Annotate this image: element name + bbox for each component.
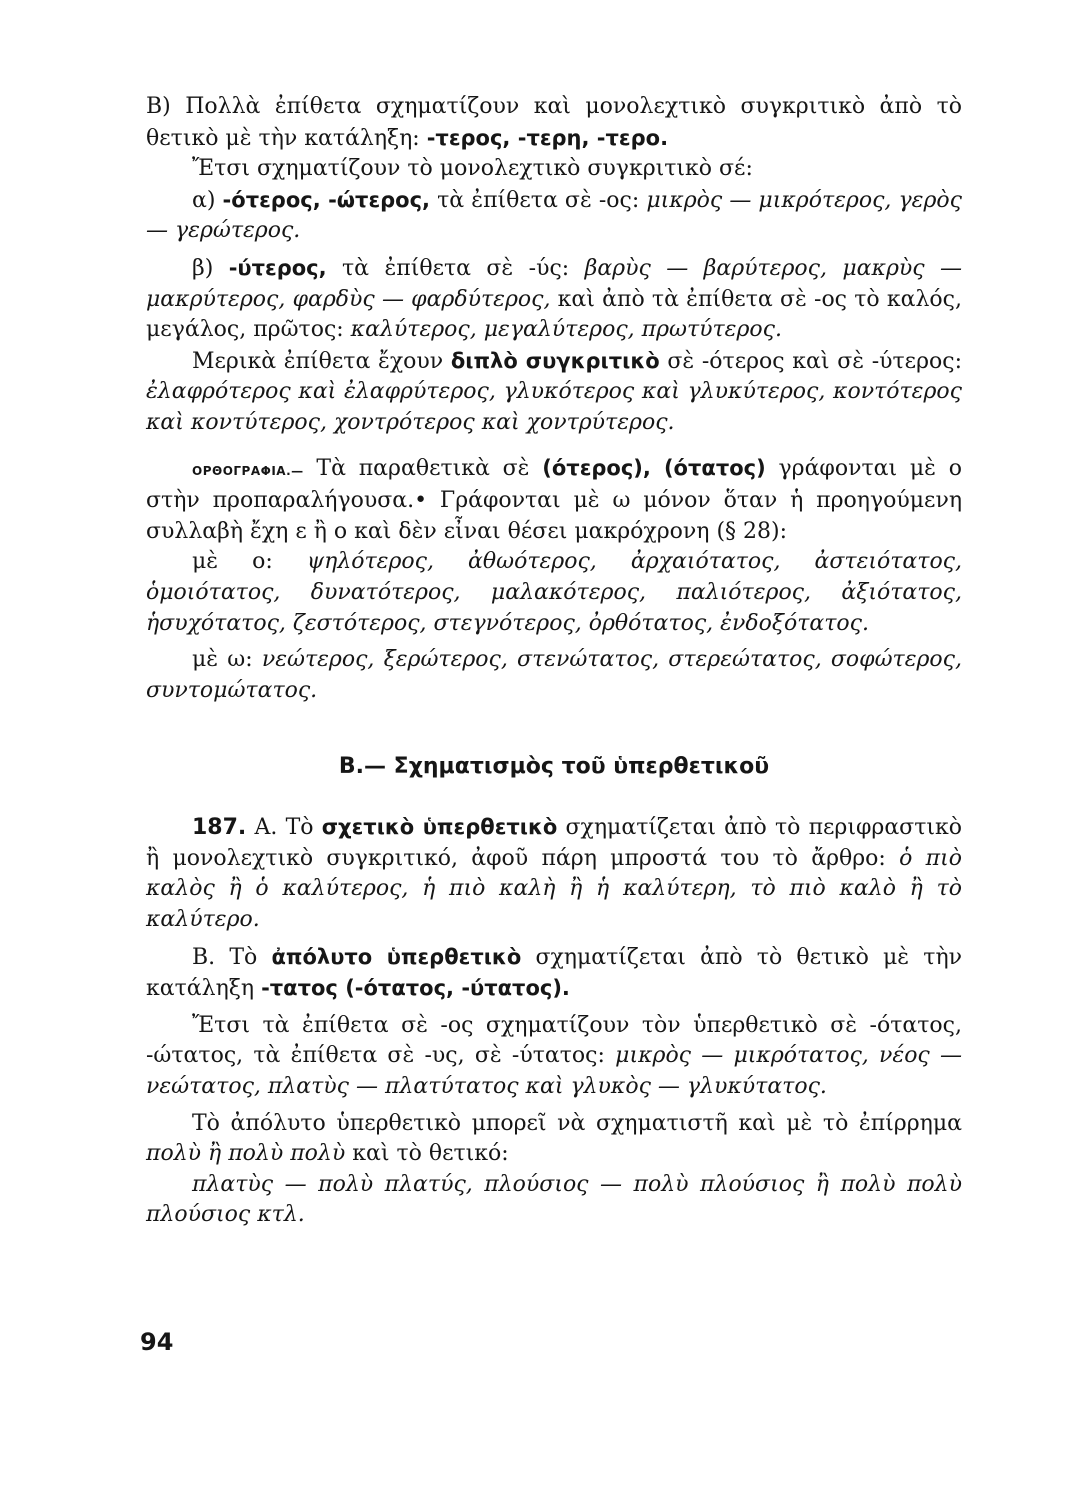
alpha-endings: -ότερος, -ώτερος, [222,187,431,212]
alpha-text: τὰ ἐπίθετα σὲ -ος: [430,187,647,213]
absolute-text-2: σχηματίζεται ἀπὸ τὸ θετικὸ μὲ τὴν κατάληξη [146,944,963,1002]
polu-text-2: καὶ τὸ θετικό: [345,1141,509,1167]
page-number: 94 [140,1328,174,1356]
alpha-label: α) [192,187,223,213]
beta-endings: -ύτερος, [228,255,327,280]
polu-text: Τὸ ἀπόλυτο ὑπερθετικὸ μπορεῖ νὰ σχηματιστῆ καὶ μὲ τὸ ἐπίρρημα [192,1110,962,1136]
absolute-bold: ἀπόλυτο ὑπερθετικὸ [271,944,522,969]
with-omega-label: μὲ ω: [192,647,262,673]
endings-bold: -τερος, -τερη, -τερο. [426,125,669,150]
paragraph-187 [146,812,962,935]
orthography-text: Τὰ παραθετικὰ σὲ [303,455,543,481]
orthography-label: ΟΡΘΟΓΡΑΦΙΑ.— [192,463,304,478]
paragraph-double-comparative [146,346,962,439]
polu-examples: πολὺ ἢ πολὺ πολὺ [146,1141,346,1167]
paragraph-with-o [146,547,962,639]
beta-examples-2: καλύτερος, μεγαλύτερος, πρωτύτερος. [350,317,782,343]
beta-text: τὰ ἐπίθετα σὲ -ύς: [326,255,585,281]
beta-text-2: καὶ ἀπὸ τὰ ἐπίθετα σὲ -ος τὸ καλός, μεγάλος, πρῶτος: [146,286,962,343]
absolute-text: Β. Τὸ [192,944,272,970]
p187-text: σχηματίζεται ἀπὸ τὸ περιφραστικὸ ἢ μονολεχτικὸ συγκριτικό, ἀφοῦ πάρη μπροστά του τὸ ἄρθρο: [146,815,962,871]
etsi-sup-text: Ἔτσι τὰ ἐπίθετα σὲ -ος σχηματίζουν τὸν ὑπερθετικὸ σὲ -ότατος, -ώτατος, τὰ ἐπίθετα σὲ -υς, σὲ -ύτατος: [146,1012,962,1069]
with-omega-examples: νεώτερος, ξερώτερος, στενώτατος, στερεώτατος, σοφώτερος, συντομώτατος. [146,647,962,703]
p187-label: Α. Τὸ [246,815,322,841]
orthography-endings: (ότερος), (ότατος) [542,455,766,480]
paragraph-etsi-superlative [146,1011,962,1103]
final-examples: πλατὺς — πολὺ πλατύς, πλούσιος — πολὺ πλούσιος ἢ πολὺ πολὺ πλούσιος κτλ. [146,1171,962,1228]
page-body [146,92,962,1231]
paragraph-with-omega [146,645,962,706]
with-o-label: μὲ ο: [192,549,307,575]
double-bold: διπλὸ συγκριτικὸ [450,348,660,373]
absolute-endings: -τατος (-ότατος, -ύτατος). [261,976,570,1001]
p187-bold: σχετικὸ ὑπερθετικὸ [321,815,558,840]
paragraph-orthography [146,453,962,548]
section-heading: Β.— Σχηματισμὸς τοῦ ὑπερθετικοῦ [338,754,770,780]
paragraph-number: 187. [192,815,247,841]
double-text: Μερικὰ ἐπίθετα ἔχουν [192,348,451,374]
paragraph-alpha [146,185,962,247]
paragraph-examples [146,1170,962,1231]
paragraph-absolute [146,942,962,1005]
beta-label: β) [192,255,229,281]
paragraph-etsi [146,154,962,185]
paragraph-b-intro [146,92,962,154]
etsi-sup-examples: μικρὸς — μικρότατος, νέος — νεώτατος, πλατὺς — πλατύτατος καὶ γλυκὸς — γλυκύτατος. [146,1043,962,1100]
paragraph-beta [146,253,962,346]
p187-examples: ὁ πιὸ καλὸς ἢ ὁ καλύτερος, ἡ πιὸ καλὴ ἢ ἡ καλύτερη, τὸ πιὸ καλὸ ἢ τὸ καλύτερο. [146,845,962,933]
intro-text: Β) Πολλὰ ἐπίθετα σχηματίζουν καὶ μονολεχτικὸ συγκριτικὸ ἀπὸ τὸ θετικὸ μὲ τὴν κατάληξη: [146,94,962,151]
orthography-text-2: γράφονται μὲ ο στὴν προπαραλήγουσα.• Γράφονται μὲ ω μόνον ὅταν ἡ προηγούμενη συλλαβὴ ἔχη ε ἢ ο καὶ δὲν εἶναι θέσει μακρόχρονη (§ 28): [146,455,963,544]
double-text-2: σὲ -ότερος καὶ σὲ -ύτερος: [659,348,962,374]
double-examples: ἐλαφρότερος καὶ ἐλαφρύτερος, γλυκότερος καὶ γλυκύτερος, κοντότερος καὶ κοντύτερος, χοντρότερος καὶ χοντρύτερος. [146,379,962,435]
paragraph-polu [146,1109,962,1170]
beta-examples: βαρὺς — βαρύτερος, μακρὺς — μακρύτερος, φαρδὺς — φαρδύτερος, [146,255,962,312]
etsi-text: Ἔτσι σχηματίζουν τὸ μονολεχτικὸ συγκριτικὸ σέ: [192,156,753,182]
alpha-examples: μικρὸς — μικρότερος, γερὸς — γερώτερος. [146,187,962,244]
with-o-examples: ψηλότερος, ἀθωότερος, ἀρχαιότατος, ἀστειότατος, ὁμοιότατος, δυνατότερος, μαλακότερος, παλιότερος, ἀξιότατος, ἡσυχότατος, ζεστότερος, στεγνότερος, ὀρθότατος, ἐνδοξότατος. [146,549,962,636]
